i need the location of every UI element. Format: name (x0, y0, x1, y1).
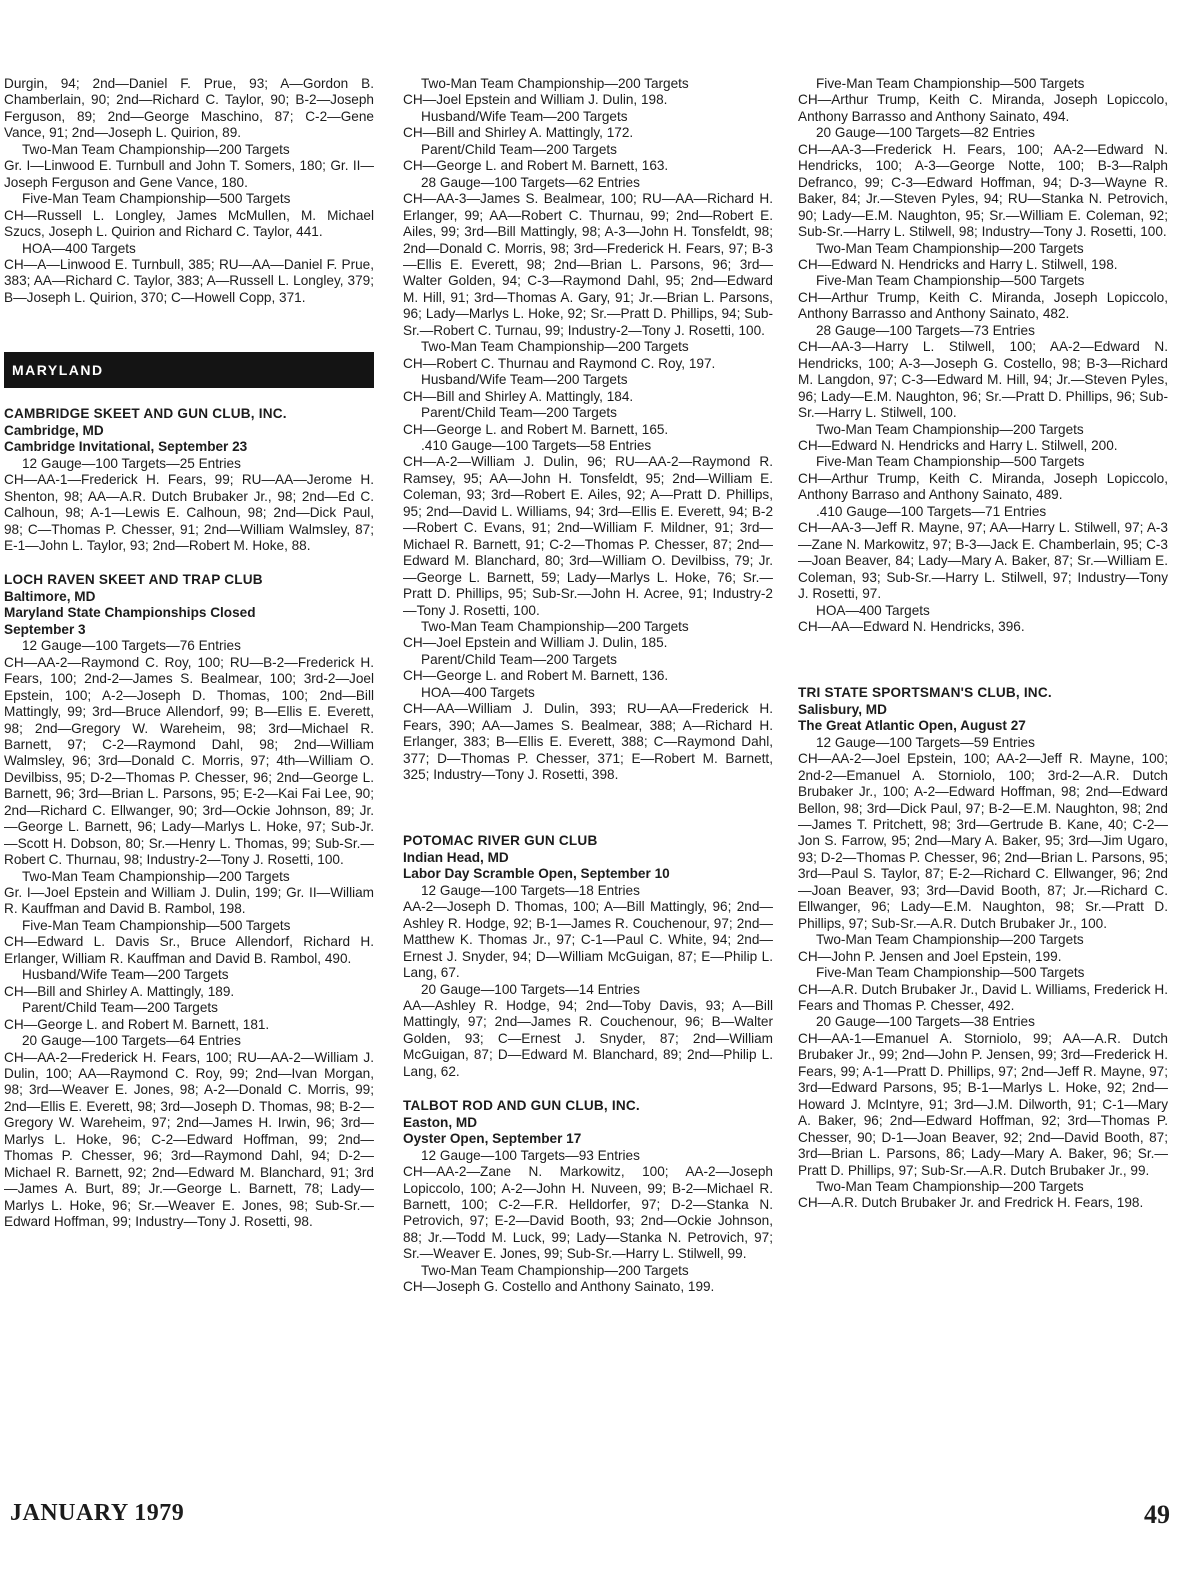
event-heading: Two-Man Team Championship—200 Targets (22, 141, 290, 157)
page-number: 49 (1144, 1500, 1170, 1529)
event-subheading: Labor Day Scramble Open, September 10 (403, 866, 670, 882)
results-paragraph: CH—A-2—William J. Dulin, 96; RU—AA-2—Raymond R. Ramsey, 95; AA—John H. Tonsfeldt, 95; 2nd—William E. Coleman, 93; 3rd—Robert E. Ailes, 92; A—Pratt D. Phillips, 95; 2nd—David L. Williams, 94; 3rd—Ellis E. Everett, 94; B-2—Robert C. Evans, 91; 2nd—William F. Mildner, 91; 3rd—Michael R. Barnett, 91; C-2—Thomas P. Chesser, 87; 2nd—Edward M. Blanchard, 80; 3rd—William O. Devilbiss, 79; Jr.—George L. Barnett, 59; Lady—Marlys L. Hoke, 76; Sr.—Pratt D. Phillips, 95; Sub-Sr.—John H. Acree, 91; Industry-2—Tony J. Rosetti, 100. (403, 454, 773, 618)
event-subheading: Oyster Open, September 17 (403, 1131, 582, 1147)
event-heading: Two-Man Team Championship—200 Targets (816, 932, 1084, 948)
results-paragraph: CH—Russell L. Longley, James McMullen, M. Michael Szucs, Joseph L. Quirion and Richard C. Taylor, 441. (4, 207, 374, 240)
results-paragraph: CH—AA-1—Frederick H. Fears, 99; RU—AA—Jerome H. Shenton, 98; AA—A.R. Dutch Brubaker Jr., 98; 2nd—Ed C. Calhoun, 98; A-1—Lewis E. Calhoun, 98; 2nd—Dick Paul, 98; C—Thomas P. Chesser, 91; 2nd—William Walmsley, 87; E-1—John L. Taylor, 93; 2nd—Robert M. Hoke, 88. (4, 472, 374, 553)
results-paragraph: CH—Bill and Shirley A. Mattingly, 184. (403, 388, 634, 404)
event-heading: Five-Man Team Championship—500 Targets (816, 76, 1085, 91)
event-heading: Five-Man Team Championship—500 Targets (816, 965, 1085, 981)
event-heading: .410 Gauge—100 Targets—58 Entries (421, 437, 652, 453)
column-3 (798, 76, 1168, 1212)
results-paragraph: CH—A.R. Dutch Brubaker Jr. and Fredrick H. Fears, 198. (798, 1195, 1144, 1211)
club-name: CAMBRIDGE SKEET AND GUN CLUB, INC. (4, 406, 287, 422)
event-heading: Five-Man Team Championship—500 Targets (816, 454, 1085, 470)
event-heading: Two-Man Team Championship—200 Targets (816, 421, 1084, 437)
event-heading: Five-Man Team Championship—500 Targets (22, 917, 291, 933)
event-heading: 12 Gauge—100 Targets—25 Entries (22, 455, 241, 471)
spacer (403, 783, 773, 815)
results-paragraph: CH—A.R. Dutch Brubaker Jr., David L. Williams, Frederick H. Fears and Thomas P. Chesser, 492. (798, 981, 1168, 1014)
event-heading: Two-Man Team Championship—200 Targets (816, 1179, 1084, 1194)
club-name: POTOMAC RIVER GUN CLUB (403, 833, 598, 849)
event-heading: Husband/Wife Team—200 Targets (421, 108, 628, 124)
club-name: TALBOT ROD AND GUN CLUB, INC. (403, 1098, 640, 1114)
column-2 (403, 76, 773, 1296)
event-subheading: Maryland State Championships Closed (4, 605, 256, 621)
event-subheading: September 3 (4, 621, 86, 637)
results-paragraph: Gr. I—Linwood E. Turnbull and John T. Somers, 180; Gr. II—Joseph Ferguson and Gene Vance, 180. (4, 158, 374, 190)
results-paragraph: CH—AA-2—Joel Epstein, 100; AA-2—Jeff R. Mayne, 100; 2nd-2—Emanuel A. Storniolo, 100; 3rd-2—A.R. Dutch Brubaker Jr., 100; A-2—Edward Hoffman, 98; 2nd—Edward Bellon, 98; 3rd—Dick Paul, 97; B-2—E.M. Naughton, 98; 2nd—James T. Pritchett, 98; 3rd—Gertrude B. Kane, 40; C-2—Jon S. Farrow, 95; 2nd—Mary A. Baker, 95; 3rd—Jim Ugaro, 93; D-2—Thomas P. Chesser, 96; 2nd—Brian L. Parsons, 95; 3rd—Paul S. Taylor, 87; E-2—Richard C. Ellwanger, 96; 2nd—Joan Beaver, 93; 3rd—David Booth, 87; Jr.—Richard C. Ellwanger, 96; Lady—E.M. Naughton, 98; Sr.—Pratt D. Phillips, 97; Sub-Sr.—A.R. Dutch Brubaker Jr., 100. (798, 751, 1168, 931)
event-heading: 20 Gauge—100 Targets—64 Entries (22, 1033, 241, 1049)
event-heading: HOA—400 Targets (816, 602, 930, 618)
event-heading: HOA—400 Targets (421, 684, 535, 700)
event-heading: 12 Gauge—100 Targets—76 Entries (22, 638, 241, 654)
results-paragraph: Durgin, 94; 2nd—Daniel F. Prue, 93; A—Gordon B. Chamberlain, 90; 2nd—Richard C. Taylor, 90; B-2—Joseph Ferguson, 89; 2nd—George Maschino, 87; C-2—Gene Vance, 91; 2nd—Joseph L. Quirion, 89. (4, 76, 374, 141)
results-paragraph: Gr. I—Joel Epstein and William J. Dulin, 199; Gr. II—William R. Kauffman and David B. Rambol, 198. (4, 885, 374, 917)
results-paragraph: CH—AA-3—James S. Bealmear, 100; RU—AA—Richard H. Erlanger, 99; AA—Robert C. Thurnau, 99; 2nd—Robert E. Ailes, 99; 3rd—Bill Mattingly, 98; A-3—John H. Tonsfeldt, 98; 2nd—Donald C. Morris, 98; 3rd—Frederick H. Fears, 97; B-3—Ellis E. Everett, 98; 2nd—Brian L. Parsons, 96; 3rd—Walter Golden, 94; C-3—Raymond Dahl, 95; 2nd—Edward M. Hill, 91; 3rd—Thomas A. Gary, 91; Jr.—Brian L. Parsons, 96; Lady—Marlys L. Hoke, 92; Sr.—Pratt D. Phillips, 94; Sub-Sr.—Robert C. Turnau, 99; Industry-2—Tony J. Rosetti, 100. (403, 191, 773, 338)
event-heading: Two-Man Team Championship—200 Targets (22, 868, 290, 884)
event-heading: 20 Gauge—100 Targets—38 Entries (816, 1014, 1035, 1030)
event-subheading: Baltimore, MD (4, 588, 96, 604)
event-heading: Parent/Child Team—200 Targets (421, 405, 617, 421)
event-heading: 28 Gauge—100 Targets—62 Entries (421, 174, 640, 190)
results-paragraph: CH—George L. and Robert M. Barnett, 136. (403, 668, 669, 684)
event-heading: 20 Gauge—100 Targets—82 Entries (816, 125, 1035, 141)
event-heading: 12 Gauge—100 Targets—59 Entries (816, 734, 1035, 750)
event-heading: Five-Man Team Championship—500 Targets (22, 191, 291, 207)
event-heading: 20 Gauge—100 Targets—14 Entries (421, 981, 640, 997)
results-paragraph: CH—Joel Epstein and William J. Dulin, 185. (403, 635, 668, 651)
results-paragraph: CH—Bill and Shirley A. Mattingly, 172. (403, 125, 634, 141)
results-paragraph: AA—Ashley R. Hodge, 94; 2nd—Toby Davis, 93; A—Bill Mattingly, 97; 2nd—James R. Couchenour, 96; B—Walter Golden, 93; C—Ernest J. Snyder, 87; 2nd—William McGuigan, 87; D—Edward M. Blanchard, 89; 2nd—Philip L. Lang, 62. (403, 998, 773, 1079)
results-paragraph: CH—Edward N. Hendricks and Harry L. Stilwell, 200. (798, 437, 1118, 453)
spacer (4, 306, 374, 338)
club-name: TRI STATE SPORTSMAN'S CLUB, INC. (798, 685, 1052, 701)
results-paragraph: CH—Edward N. Hendricks and Harry L. Stilwell, 198. (798, 256, 1118, 272)
results-paragraph: CH—AA—William J. Dulin, 393; RU—AA—Frederick H. Fears, 390; AA—James S. Bealmear, 388; A—Richard H. Erlanger, 383; B—Ellis E. Everett, 388; C—Raymond Dahl, 377; D—Thomas P. Chesser, 371; E—Robert M. Barnett, 325; Industry—Tony J. Rosetti, 398. (403, 701, 773, 783)
event-heading: Parent/Child Team—200 Targets (421, 651, 617, 667)
results-paragraph: CH—AA-2—Zane N. Markowitz, 100; AA-2—Joseph Lopiccolo, 100; A-2—John H. Nuveen, 99; B-2—Michael R. Barnett, 100; C-2—F.R. Helldorfer, 97; D-2—Stanka N. Petrovich, 97; E-2—David Booth, 93; 2nd—Ockie Johnson, 88; Jr.—Todd M. Luck, 99; Lady—Stanka N. Petrovich, 97; Sr.—Weaver E. Jones, 99; Sub-Sr.—Harry L. Stilwell, 99. (403, 1164, 773, 1262)
results-paragraph: CH—Arthur Trump, Keith C. Miranda, Joseph Lopiccolo, Anthony Barrasso and Anthony Sainato, 494. (798, 92, 1168, 124)
state-banner: MARYLAND (4, 352, 374, 388)
event-heading: HOA—400 Targets (22, 240, 136, 256)
event-subheading: Cambridge Invitational, September 23 (4, 439, 248, 455)
event-heading: Parent/Child Team—200 Targets (22, 1000, 218, 1016)
column-1 (4, 76, 374, 1231)
results-paragraph: CH—Arthur Trump, Keith C. Miranda, Joseph Lopiccolo, Anthony Barrasso and Anthony Sainato, 482. (798, 289, 1168, 322)
results-paragraph: CH—George L. and Robert M. Barnett, 165. (403, 421, 669, 437)
event-heading: Two-Man Team Championship—200 Targets (816, 240, 1084, 256)
results-paragraph: CH—AA-3—Harry L. Stilwell, 100; AA-2—Edward N. Hendricks, 100; A-3—Joseph G. Costello, 98; B-3—Richard M. Langdon, 97; C-3—Edward M. Hill, 94; Jr.—Steven Pyles, 96; Lady—E.M. Naughton, 96; Sr.—Pratt D. Phillips, 96; Sub-Sr.—Harry L. Stilwell, 100. (798, 339, 1168, 421)
event-heading: Five-Man Team Championship—500 Targets (816, 273, 1085, 289)
event-heading: 12 Gauge—100 Targets—93 Entries (421, 1147, 640, 1163)
event-subheading: Salisbury, MD (798, 701, 887, 717)
club-name: LOCH RAVEN SKEET AND TRAP CLUB (4, 572, 263, 588)
event-subheading: Cambridge, MD (4, 422, 104, 438)
event-heading: Two-Man Team Championship—200 Targets (421, 339, 689, 355)
results-paragraph: CH—A—Linwood E. Turnbull, 385; RU—AA—Daniel F. Prue, 383; AA—Richard C. Taylor, 383; A—Russell L. Longley, 379; B—Joseph L. Quirion, 370; C—Howell Copp, 371. (4, 256, 374, 305)
results-paragraph: CH—Joseph G. Costello and Anthony Sainato, 199. (403, 1279, 715, 1295)
results-paragraph: CH—AA—Edward N. Hendricks, 396. (798, 618, 1025, 634)
event-heading: Parent/Child Team—200 Targets (421, 141, 617, 157)
results-paragraph: CH—AA-3—Jeff R. Mayne, 97; AA—Harry L. Stilwell, 97; A-3—Zane N. Markowitz, 97; B-3—Jack E. Chamberlain, 95; C-3—Joan Beaver, 84; Lady—Mary A. Baker, 87; Sr.—William E. Coleman, 93; Sub-Sr.—Harry L. Stilwell, 97; Industry—Tony J. Rosetti, 97. (798, 520, 1168, 602)
event-heading: 28 Gauge—100 Targets—73 Entries (816, 322, 1035, 338)
results-paragraph: CH—Arthur Trump, Keith C. Miranda, Joseph Lopiccolo, Anthony Barraso and Anthony Sainato, 489. (798, 470, 1168, 503)
event-heading: 12 Gauge—100 Targets—18 Entries (421, 882, 640, 898)
event-heading: Two-Man Team Championship—200 Targets (421, 618, 689, 634)
results-paragraph: CH—Robert C. Thurnau and Raymond C. Roy, 197. (403, 355, 716, 371)
spacer (798, 635, 1168, 667)
results-paragraph: CH—AA-1—Emanuel A. Storniolo, 99; AA—A.R. Dutch Brubaker Jr., 99; 2nd—John P. Jensen, 99; 3rd—Frederick H. Fears, 99; A-1—Pratt D. Phillips, 97; 2nd—Jeff R. Mayne, 97; 3rd—Edward Parsons, 95; B-1—Marlys L. Hoke, 92; 2nd—Howard J. McIntyre, 91; 3rd—J.M. Dilworth, 91; C-1—Mary A. Baker, 96; 2nd—Edward Hoffman, 92; 3rd—Thomas P. Chesser, 90; D-1—Joan Beaver, 92; 2nd—David Booth, 87; 3rd—Brian L. Parsons, 86; Lady—Mary A. Baker, 96; Sr.—Pratt D. Phillips, 97; Sub-Sr.—A.R. Dutch Brubaker Jr., 99. (798, 1030, 1168, 1178)
results-paragraph: CH—George L. and Robert M. Barnett, 181. (4, 1016, 270, 1032)
issue-date: JANUARY 1979 (10, 1500, 185, 1526)
results-paragraph: CH—Edward L. Davis Sr., Bruce Allendorf, Richard H. Erlanger, William R. Kauffman and David B. Rambol, 490. (4, 934, 374, 966)
event-heading: .410 Gauge—100 Targets—71 Entries (816, 503, 1047, 519)
results-paragraph: CH—AA-2—Raymond C. Roy, 100; RU—B-2—Frederick H. Fears, 100; 2nd-2—James S. Bealmear, 100; 3rd-2—Joel Epstein, 100; A-2—Joseph D. Thomas, 100; 2nd—Bill Mattingly, 99; 3rd—Bruce Allendorf, 99; B—Ellis E. Everett, 98; 2nd—Gregory W. Wareheim, 98; 3rd—Michael R. Barnett, 97; C-2—Raymond Dahl, 98; 2nd—William Walmsley, 96; 3rd—Donald C. Morris, 97; 4th—William O. Devilbiss, 95; D-2—Thomas P. Chesser, 96; 2nd—George L. Barnett, 96; 3rd—Brian L. Parsons, 95; E-2—Kai Fai Lee, 90; 2nd—Richard C. Ellwanger, 90; 3rd—Ockie Johnson, 89; Jr.—George L. Barnett, 96; Lady—Marlys L. Hoke, 97; Sub-Jr.—Scott H. Dobson, 80; Sr.—Henry L. Thomas, 99; Sub-Sr.—Robert C. Thurnau, 98; Industry-2—Tony J. Rosetti, 100. (4, 654, 374, 868)
results-paragraph: CH—George L. and Robert M. Barnett, 163. (403, 158, 669, 174)
results-paragraph: AA-2—Joseph D. Thomas, 100; A—Bill Mattingly, 96; 2nd—Ashley R. Hodge, 92; B-1—James R. Couchenour, 97; 2nd—Matthew K. Thomas Jr., 97; C-1—Paul C. White, 94; 2nd—Ernest J. Snyder, 94; D—William McGuigan, 87; E—Philip L. Lang, 67. (403, 899, 773, 981)
event-subheading: Indian Head, MD (403, 849, 509, 865)
event-subheading: Easton, MD (403, 1114, 478, 1130)
event-subheading: The Great Atlantic Open, August 27 (798, 718, 1026, 734)
results-paragraph: CH—AA-3—Frederick H. Fears, 100; AA-2—Edward N. Hendricks, 100; A-3—George Notte, 100; B-3—Ralph Defranco, 99; C-3—Edward Hoffman, 94; D-3—Wayne R. Baker, 84; Jr.—Steven Pyles, 94; RU—Stanka N. Petrovich, 90; Lady—E.M. Naughton, 95; Sr.—William E. Coleman, 92; Sub-Sr.—Harry L. Stilwell, 98; Industry—Tony J. Rosetti, 100. (798, 141, 1168, 240)
results-paragraph: CH—John P. Jensen and Joel Epstein, 199. (798, 948, 1062, 964)
event-heading: Husband/Wife Team—200 Targets (421, 372, 628, 388)
results-paragraph: CH—AA-2—Frederick H. Fears, 100; RU—AA-2—William J. Dulin, 100; AA—Raymond C. Roy, 99; 2nd—Ivan Morgan, 98; 3rd—Weaver E. Jones, 98; A-2—Donald C. Morris, 99; 2nd—Ellis E. Everett, 98; 3rd—Joseph D. Thomas, 98; B-2—Gregory W. Wareheim, 97; 2nd—James H. Irwin, 96; 3rd—Marlys L. Hoke, 96; C-2—Edward Hoffman, 99; 2nd—Thomas P. Chesser, 96; 3rd—Raymond Dahl, 94; D-2—Michael R. Barnett, 92; 2nd—Edward M. Blanchard, 91; 3rd—James A. Burt, 89; Jr.—George L. Barnett, 78; Lady—Marlys L. Hoke, 96; Sr.—Weaver E. Jones, 98; Sub-Sr.—Edward Hoffman, 99; Industry—Tony J. Rosetti, 98. (4, 1049, 374, 1230)
event-heading: Two-Man Team Championship—200 Targets (421, 76, 689, 91)
results-paragraph: CH—Bill and Shirley A. Mattingly, 189. (4, 983, 235, 999)
event-heading: Husband/Wife Team—200 Targets (22, 967, 229, 983)
results-paragraph: CH—Joel Epstein and William J. Dulin, 198. (403, 92, 668, 108)
event-heading: Two-Man Team Championship—200 Targets (421, 1262, 689, 1278)
